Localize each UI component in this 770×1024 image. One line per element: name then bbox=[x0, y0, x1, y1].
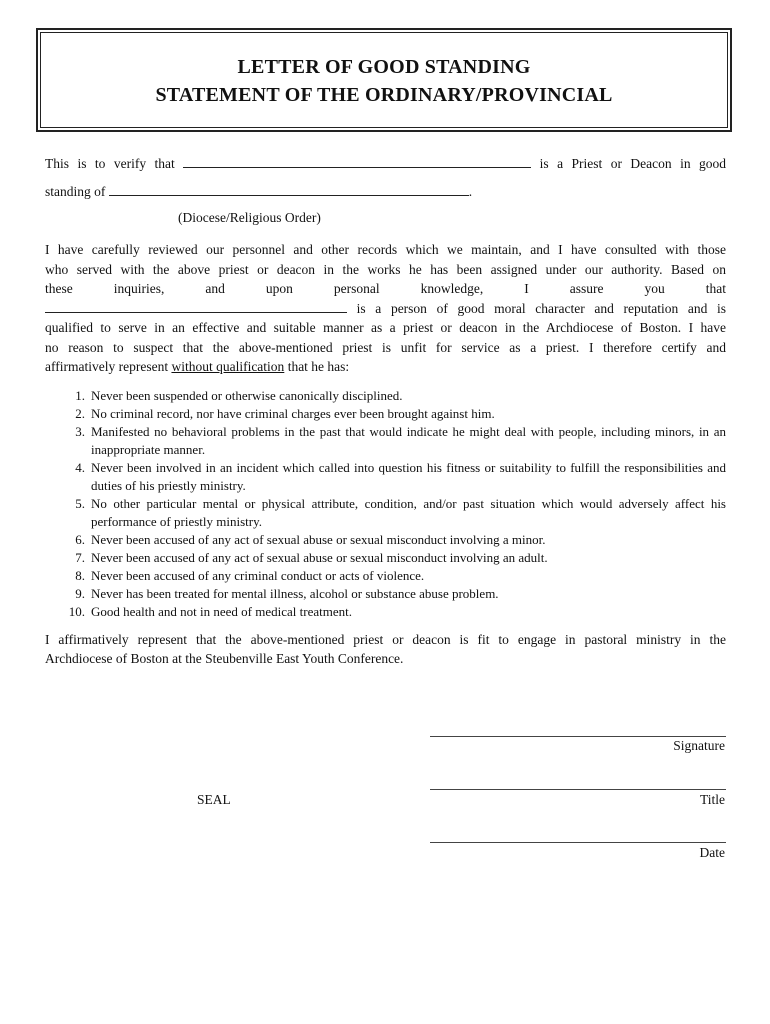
review-line-5: qualified to serve in an effective and suitable manner as a priest or deacon in the Archdiocese of Boston. I have bbox=[45, 320, 726, 335]
item-text: Never has been treated for mental illness, alcohol or substance abuse problem. bbox=[91, 586, 499, 601]
priest-name-field[interactable] bbox=[183, 155, 531, 168]
verify-prefix: This is to verify that bbox=[45, 156, 175, 171]
item-number: 2. bbox=[75, 406, 85, 421]
signature-field[interactable] bbox=[430, 736, 726, 737]
list-item bbox=[45, 459, 726, 495]
list-item bbox=[45, 603, 726, 621]
verify-suffix: is a Priest or Deacon in good bbox=[539, 156, 727, 171]
word: upon bbox=[265, 281, 293, 296]
item-text: Manifested no behavioral problems in the past that would indicate he might deal with people, including minors, in an inappropriate manner. bbox=[91, 424, 726, 457]
item-text: Never been accused of any criminal conduct or acts of violence. bbox=[91, 568, 425, 583]
word: that bbox=[705, 281, 726, 296]
seal-label: SEAL bbox=[197, 792, 231, 807]
word: inquiries, bbox=[113, 281, 165, 296]
priest-name-field-2[interactable] bbox=[45, 300, 347, 313]
item-text: Never been accused of any act of sexual abuse or sexual misconduct involving a minor. bbox=[91, 532, 546, 547]
signature-label: Signature bbox=[673, 738, 725, 753]
review-line-7-prefix: affirmatively represent bbox=[45, 359, 169, 374]
review-line-4-text: is a person of good moral character and reputation and is bbox=[356, 301, 726, 316]
item-text: No other particular mental or physical attribute, condition, and/or past situation which would adversely affect his performance of priestly ministry. bbox=[91, 496, 726, 529]
item-text: Never been involved in an incident which called into question his fitness or suitability to fulfill the responsibilities and duties of his priestly ministry. bbox=[91, 460, 726, 493]
list-item bbox=[45, 531, 726, 549]
review-line-7-suffix: that he has: bbox=[287, 359, 350, 374]
item-number: 5. bbox=[75, 496, 85, 511]
item-number: 1. bbox=[75, 388, 85, 403]
date-field[interactable] bbox=[430, 842, 726, 843]
affirmation-line-1: I affirmatively represent that the above-mentioned priest or deacon is fit to engage in pastoral ministry in the bbox=[45, 632, 726, 647]
list-item bbox=[45, 387, 726, 405]
item-number: 9. bbox=[75, 586, 85, 601]
item-number: 8. bbox=[75, 568, 85, 583]
list-item bbox=[45, 567, 726, 585]
word: these bbox=[45, 281, 73, 296]
document-title: LETTER OF GOOD STANDING bbox=[237, 56, 531, 78]
word: and bbox=[205, 281, 225, 296]
item-number: 6. bbox=[75, 532, 85, 547]
list-item bbox=[45, 423, 726, 459]
diocese-field[interactable] bbox=[109, 183, 469, 196]
verify-line bbox=[45, 154, 726, 174]
item-text: Good health and not in need of medical treatment. bbox=[91, 604, 352, 619]
date-label: Date bbox=[699, 845, 725, 860]
word: knowledge, bbox=[420, 281, 484, 296]
review-line-4 bbox=[45, 299, 726, 319]
title-label: Title bbox=[699, 792, 725, 807]
title-field[interactable] bbox=[430, 789, 726, 790]
diocese-hint: (Diocese/Religious Order) bbox=[178, 210, 321, 225]
item-number: 10. bbox=[68, 604, 85, 619]
affirmation-line-2: Archdiocese of Boston at the Steubenville East Youth Conference. bbox=[45, 651, 404, 666]
list-item bbox=[45, 549, 726, 567]
standing-prefix: standing of bbox=[45, 184, 106, 199]
list-item bbox=[45, 585, 726, 603]
item-number: 4. bbox=[75, 460, 85, 475]
list-item bbox=[45, 495, 726, 531]
word: assure bbox=[569, 281, 604, 296]
word: you bbox=[644, 281, 665, 296]
standing-period: . bbox=[468, 184, 473, 199]
item-text: Never been accused of any act of sexual abuse or sexual misconduct involving an adult. bbox=[91, 550, 548, 565]
word: I bbox=[524, 281, 529, 296]
review-line-7 bbox=[45, 357, 726, 377]
document-subtitle: STATEMENT OF THE ORDINARY/PROVINCIAL bbox=[155, 84, 613, 106]
item-text: No criminal record, nor have criminal charges ever been brought against him. bbox=[91, 406, 495, 421]
list-item bbox=[45, 405, 726, 423]
word: personal bbox=[333, 281, 380, 296]
conditions-list bbox=[45, 387, 726, 621]
review-line-1: I have carefully reviewed our personnel and other records which we maintain, and I have consulted with those bbox=[45, 242, 726, 257]
review-line-2: who served with the above priest or deacon in the works he has been assigned under our authority. Based on bbox=[45, 262, 726, 277]
item-number: 7. bbox=[75, 550, 85, 565]
item-text: Never been suspended or otherwise canonically disciplined. bbox=[91, 388, 403, 403]
review-line-6: no reason to suspect that the above-mentioned priest is unfit for service as a priest. I therefore certify and bbox=[45, 340, 726, 355]
title-box bbox=[36, 28, 732, 132]
standing-line bbox=[45, 182, 726, 202]
item-number: 3. bbox=[75, 424, 85, 439]
without-qualification: without qualification bbox=[171, 359, 285, 374]
review-line-3 bbox=[45, 279, 726, 299]
